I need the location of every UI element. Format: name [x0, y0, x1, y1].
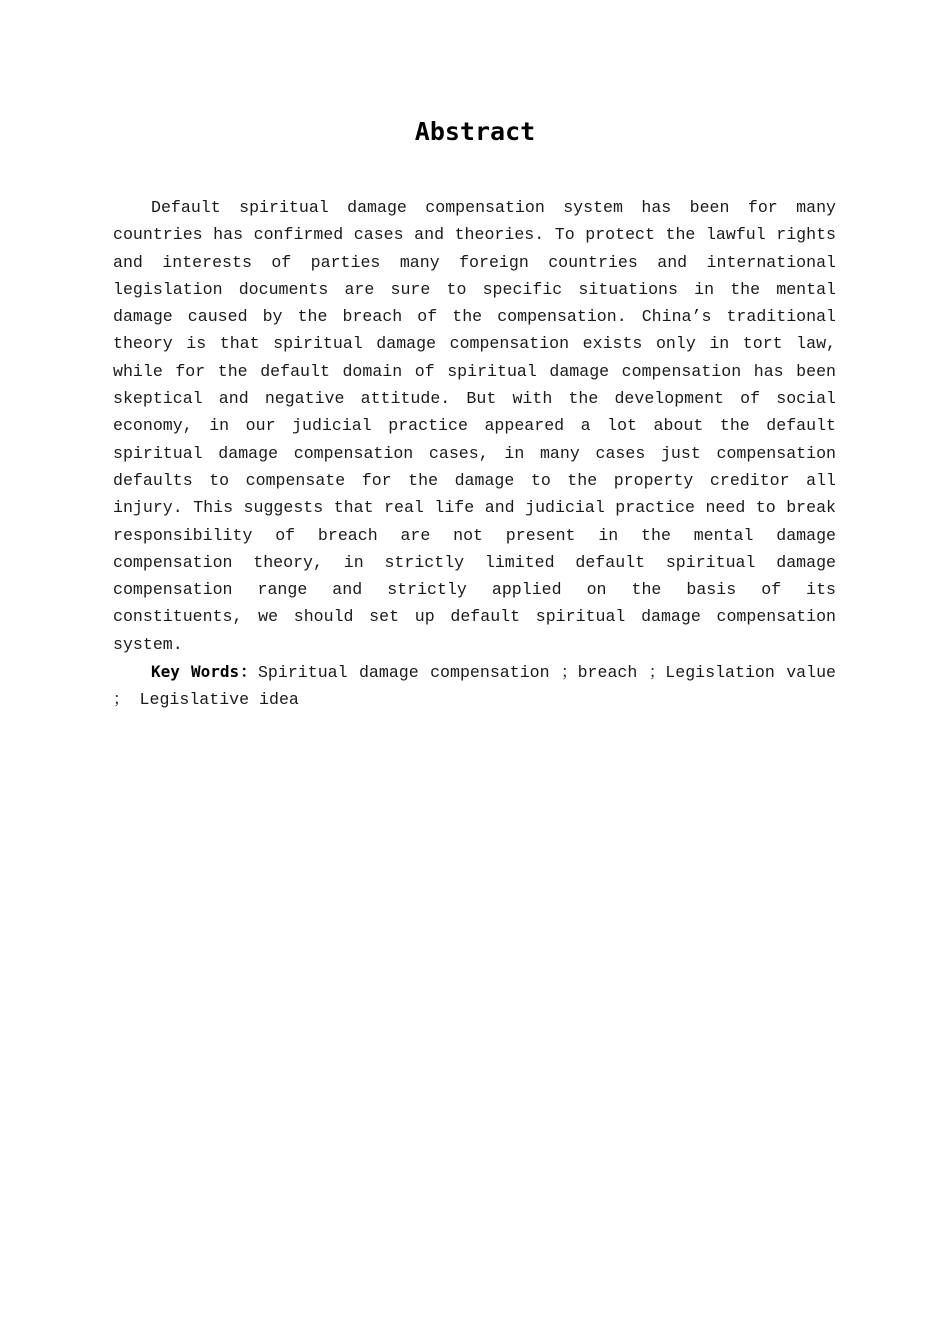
abstract-paragraph: Default spiritual damage compensation system has been for many countries has confirmed cases and theories. To protect the lawful rights and interests of parties many foreign countries and international legislation documents are sure to specific situations in the mental damage caused by the breach of the compensation. China’s traditional theory is that spiritual damage compensation exists only in tort law, while for the default domain of spiritual damage compensation has been skeptical and negative attitude. But with the development of social economy, in our judicial practice appeared a lot about the default spiritual damage compensation cases, in many cases just compensation defaults to compensate for the damage to the property creditor all injury. This suggests that real life and judicial practice need to break responsibility of breach are not present in the mental damage compensation theory, in strictly limited default spiritual damage compensation range and strictly applied on the basis of its constituents, we should set up default spiritual damage compensation system.	[113, 198, 836, 654]
keywords-text: Spiritual damage compensation ；breach ；Legislation value ； Legislative idea	[113, 663, 836, 710]
keywords-label: Key Words：	[151, 662, 258, 681]
keywords-paragraph	[113, 658, 836, 714]
abstract-title: Abstract	[414, 117, 536, 146]
